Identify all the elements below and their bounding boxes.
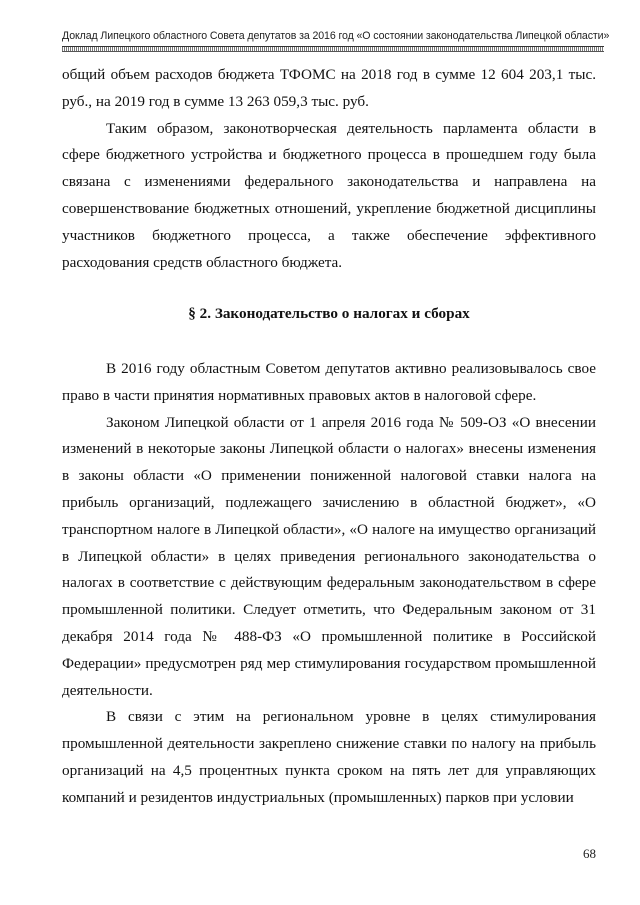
text-block-taxes — [62, 356, 596, 812]
paragraph-tax-intro: В 2016 году областным Советом депутатов активно реализовывалось свое право в части принятия нормативных правовых актов в налоговой сфере. — [62, 360, 596, 404]
paragraph-tax-rate-reduction: В связи с этим на региональном уровне в целях стимулирования промышленной деятельности закреплено снижение ставки по налогу на прибыль организаций на 4,5 процентных пункта сроком на пять лет для управляющих компаний и резидентов индустриальных (промышленных) парков при условии — [62, 708, 596, 806]
paragraph-budget-summary: Таким образом, законотворческая деятельность парламента области в сфере бюджетного устройства и бюджетного процесса в прошедшем году была связана с изменениями федерального законодательства и направлена на совершенствование бюджетных отношений, укрепление бюджетной дисциплины участников бюджетного процесса, а также обеспечение эффективного расходования средств областного бюджета. — [62, 119, 596, 271]
header-rule — [62, 46, 604, 52]
paragraph-law-509: Законом Липецкой области от 1 апреля 2016 года № 509-ОЗ «О внесении изменений в некоторые законы Липецкой области о налогах» внесены изменения в законы области «О применении пониженной налоговой ставки налога на прибыль организаций, подлежащего зачислению в областной бюджет», «О транспортном налоге в Липецкой области», «О налоге на имущество организаций в Липецкой области» в целях приведения регионального законодательства о налогах в соответствие с действующим федеральным законодательством в сфере промышленной политики. Следует отметить, что Федеральным законом от 31 декабря 2014 года № 488-ФЗ «О промышленной политике в Российской Федерации» предусмотрен ряд мер стимулирования государством промышленной деятельности. — [62, 413, 596, 699]
section-heading: § 2. Законодательство о налогах и сборах — [188, 305, 470, 322]
text-block-top — [62, 62, 596, 276]
page-number: 68 — [583, 846, 596, 861]
paragraph-budget-continuation: общий объем расходов бюджета ТФОМС на 2018 год в сумме 12 604 203,1 тыс. руб., на 2019 год в сумме 13 263 059,3 тыс. руб. — [62, 66, 596, 110]
running-header: Доклад Липецкого областного Совета депутатов за 2016 год «О состоянии законодательства Липецкой области» — [62, 30, 610, 42]
